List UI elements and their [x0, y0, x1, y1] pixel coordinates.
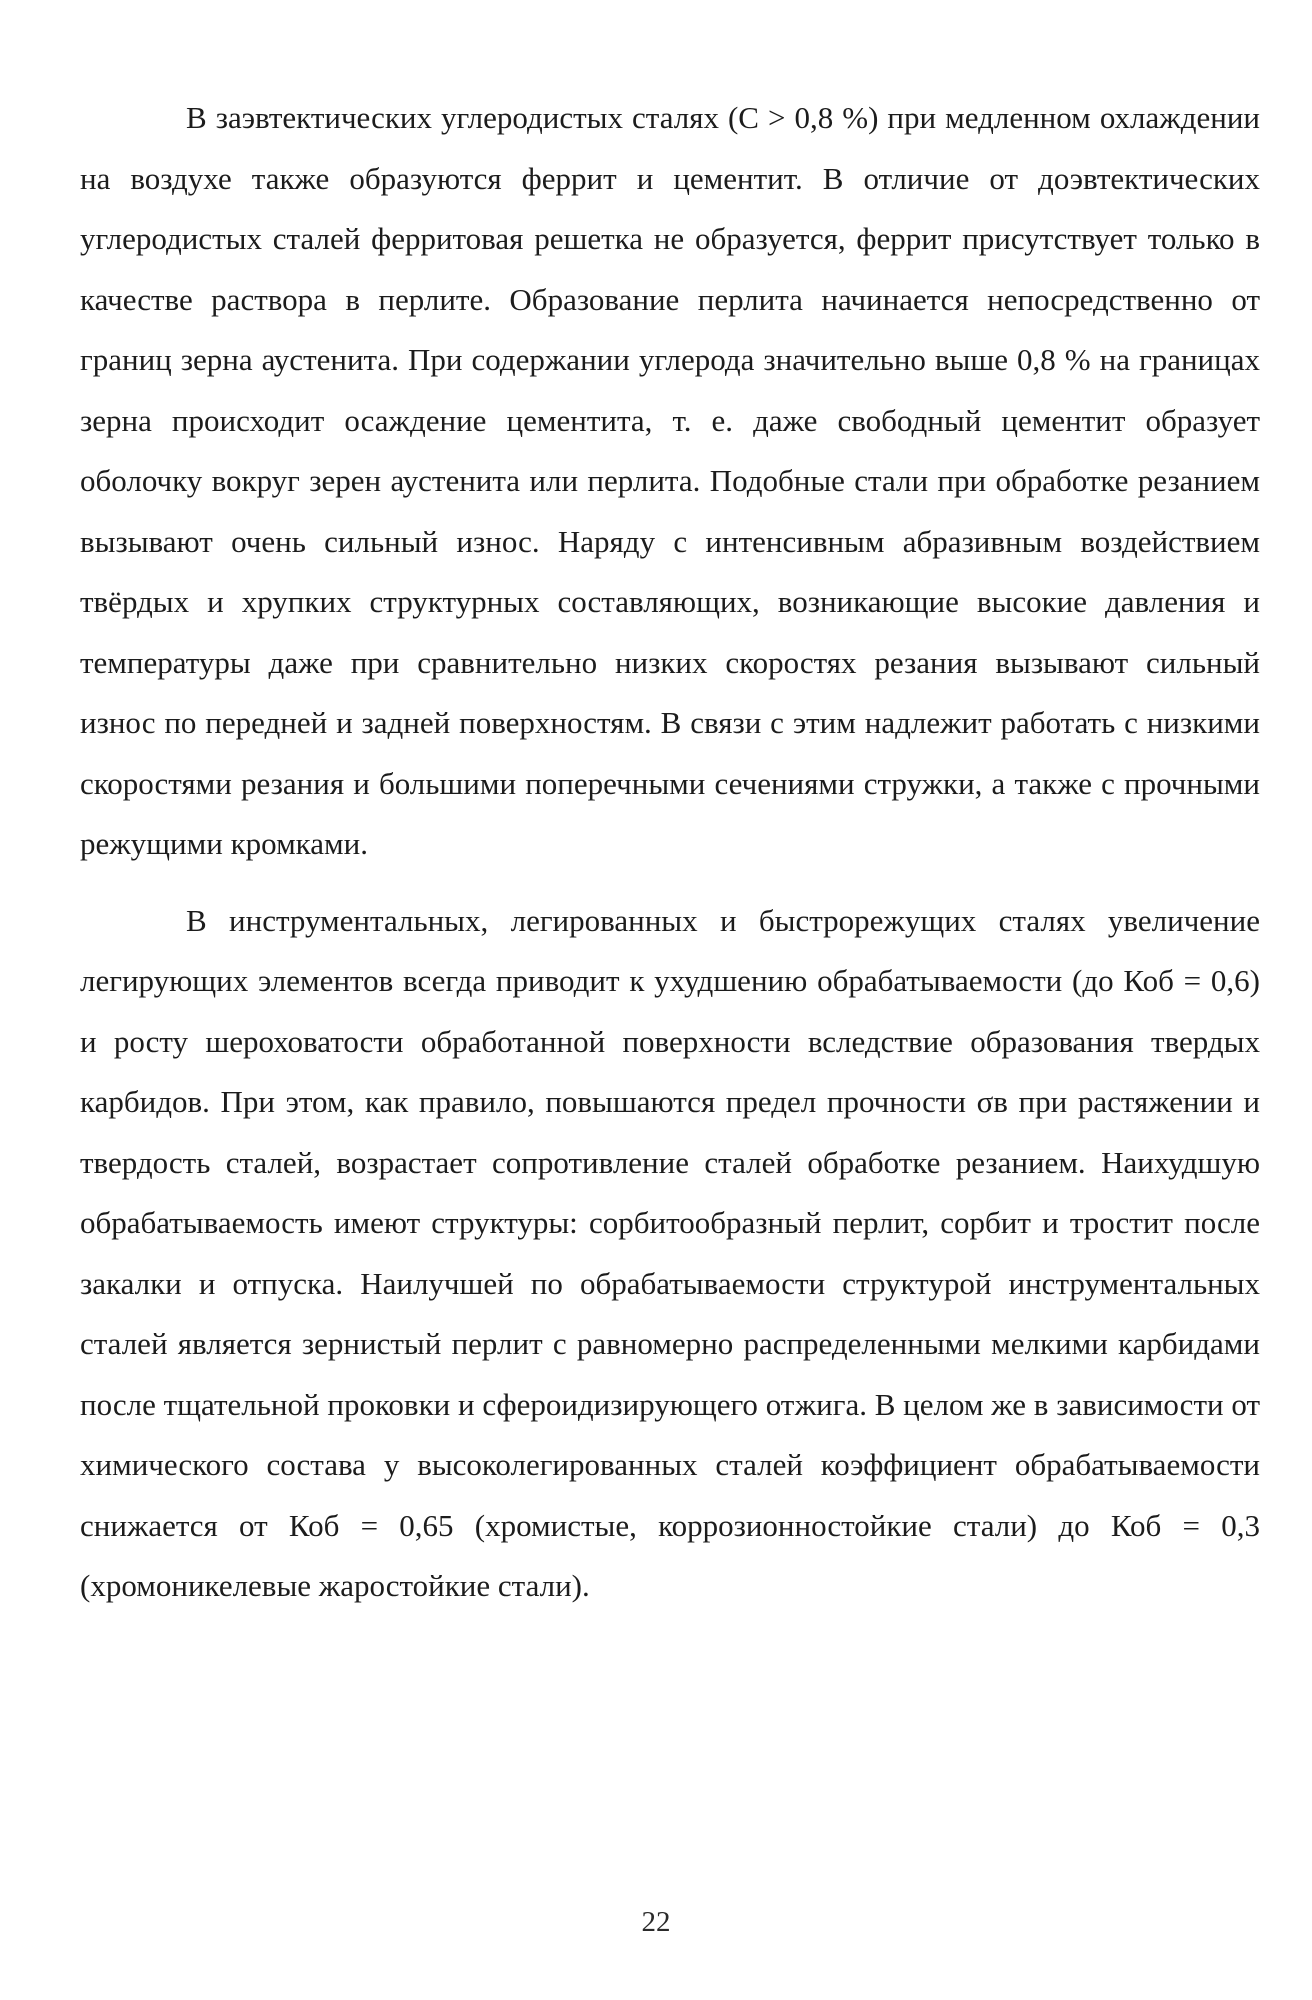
paragraph-hypereutectoid-steels: В заэвтектических углеродистых сталях (С > 0,8 %) при медленном охлаждении на воздухе также образуются феррит и цементит. В отличие от доэвтектических углеродистых сталей ферритовая решетка не образуется, феррит присутствует только в качестве раствора в перлите. Образование перлита начинается непосредственно от границ зерна аустенита. При содержании углерода значительно выше 0,8 % на границах зерна происходит осаждение цементита, т. е. даже свободный цементит образует оболочку вокруг зерен аустенита или перлита. Подобные стали при обработке резанием вызывают очень сильный износ. Наряду с интенсивным абразивным воздействием твёрдых и хрупких структурных составляющих, возникающие высокие давления и температуры даже при сравнительно низких скоростях резания вызывают сильный износ по передней и задней поверхностям. В связи с этим надлежит работать с низкими скоростями резания и большими поперечными сечениями стружки, а также с прочными режущими кромками.	[80, 100, 1260, 861]
paragraph-tool-steels: В инструментальных, легированных и быстрорежущих сталях увеличение легирующих элементов всегда приводит к ухудшению обрабатываемости (до Коб = 0,6) и росту шероховатости обработанной поверхности вследствие образования твердых карбидов. При этом, как правило, повышаются предел прочности σв при растяжении и твердость сталей, возрастает сопротивление сталей обработке резанием. Наихудшую обрабатываемость имеют структуры: сорбитообразный перлит, сорбит и тростит после закалки и отпуска. Наилучшей по обрабатываемости структурой инструментальных сталей является зернистый перлит с равномерно распределенными мелкими карбидами после тщательной проковки и сфероидизирующего отжига. В целом же в зависимости от химического состава у высоколегированных сталей коэффициент обрабатываемости снижается от Коб = 0,65 (хромистые, коррозионностойкие стали) до Коб = 0,3 (хромоникелевые жаростойкие стали).	[80, 902, 1260, 1603]
page-number: 22	[641, 1906, 671, 1938]
document-page	[80, 88, 1260, 1788]
